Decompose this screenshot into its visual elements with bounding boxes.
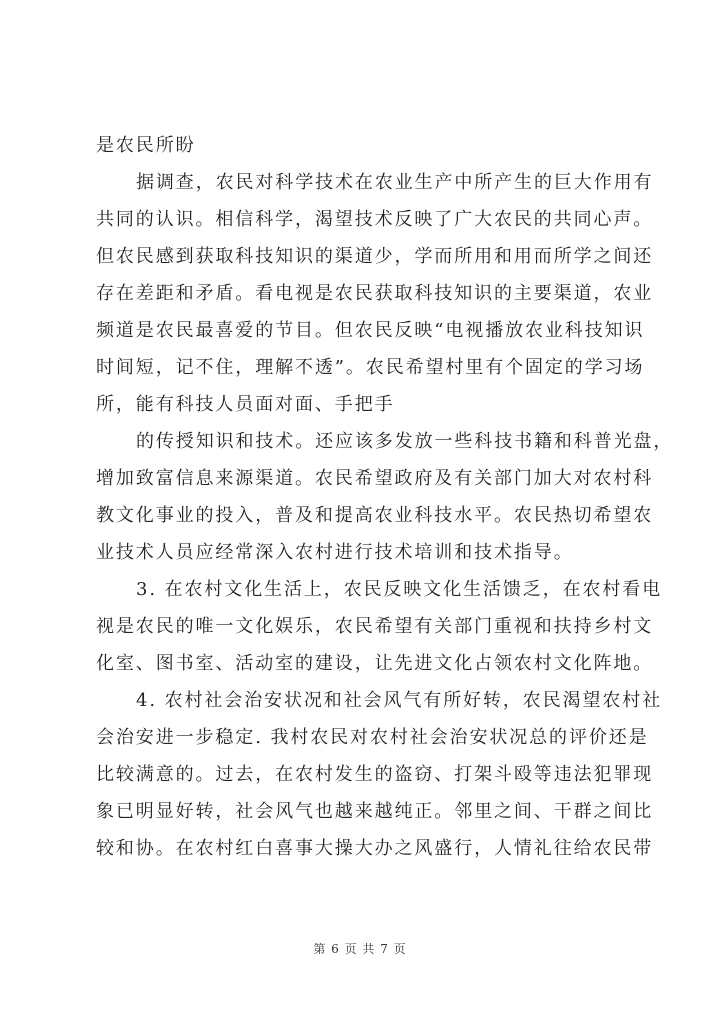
text-line: 时间短，记不住，理解不透”。农民希望村里有个固定的学习场 [96,357,645,378]
text-line: 业技术人员应经常深入农村进行技术培训和技术指导。 [96,542,574,563]
text-line: 共同的认识。相信科学，渴望技术反映了广大农民的共同心声。 [96,209,654,230]
text-line: 比较满意的。过去，在农村发生的盗窃、打架斗殴等违法犯罪现 [96,764,654,785]
text-line: 是农民所盼 [96,135,196,156]
page-footer: 第 6 页 共 7 页 [313,942,407,956]
text-line: 的传授知识和技术。还应该多发放一些科技书籍和科普光盘， [136,431,674,452]
text-line: 会治安进一步稳定. 我村农民对农村社会治安状况总的评价还是 [96,727,649,748]
text-line: 较和协。在农村红白喜事大操大办之风盛行，人情礼往给农民带 [96,838,654,859]
text-line: 频道是农民最喜爱的节目。但农民反映“电视播放农业科技知识 [96,320,645,341]
text-line: 增加致富信息来源渠道。农民希望政府及有关部门加大对农村科 [96,468,654,489]
text-line: 存在差距和矛盾。看电视是农民获取科技知识的主要渠道，农业 [96,283,654,304]
text-line: 视是农民的唯一文化娱乐，农民希望有关部门重视和扶持乡村文 [96,616,654,637]
text-line: 教文化事业的投入，普及和提高农业科技水平。农民热切希望农 [96,505,654,526]
text-line: 4. 农村社会治安状况和社会风气有所好转，农民渴望农村社 [136,690,663,711]
text-line: 化室、图书室、活动室的建设，让先进文化占领农村文化阵地。 [96,653,654,674]
text-line: 据调查，农民对科学技术在农业生产中所产生的巨大作用有 [136,172,654,193]
text-line: 象已明显好转，社会风气也越来越纯正。邻里之间、干群之间比 [96,801,654,822]
document-body [96,132,676,872]
text-line: 3. 在农村文化生活上，农民反映文化生活馈乏，在农村看电 [136,579,663,600]
text-line: 所，能有科技人员面对面、手把手 [96,394,395,415]
text-line: 但农民感到获取科技知识的渠道少，学而所用和用而所学之间还 [96,246,654,267]
